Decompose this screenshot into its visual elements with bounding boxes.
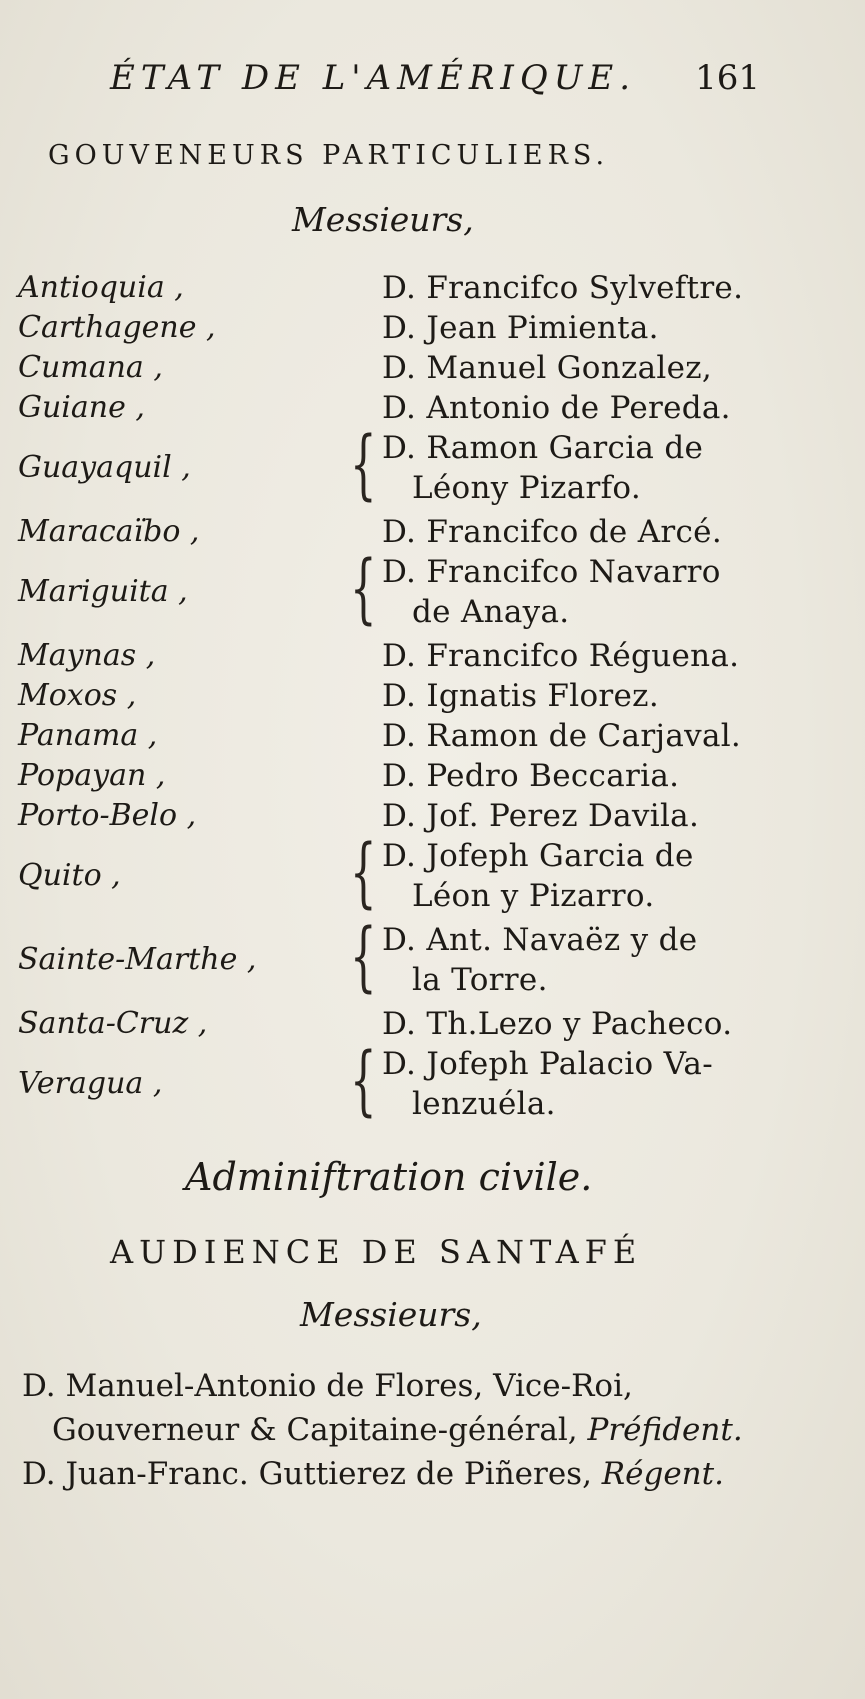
member-line-3-text: D. Juan-Franc. Guttierez de Piñeres,: [22, 1456, 602, 1492]
governor-name: D. Th.Lezo y Pacheco.: [382, 1006, 733, 1042]
governor-name: D. Francifco Navarro: [382, 554, 721, 590]
running-head: [110, 58, 760, 98]
brace-glyph: {: [350, 911, 377, 1000]
section-title: GOUVENEURS PARTICULIERS.: [48, 140, 610, 171]
governor-name: D. Jof. Perez Davila.: [382, 798, 700, 834]
governor-name: D. Ignatis Florez.: [382, 678, 659, 714]
messieurs-label: Messieurs,: [292, 200, 474, 239]
audience-heading: AUDIENCE DE SANTAFÉ: [110, 1233, 643, 1271]
brace-glyph: {: [350, 419, 377, 508]
governor-name-continued: lenzuéla.: [412, 1086, 556, 1122]
page-number: 161: [695, 58, 760, 98]
governor-place: Santa-Cruz ,: [18, 1006, 208, 1041]
governor-place: Veragua ,: [18, 1066, 163, 1101]
brace-glyph: {: [350, 827, 377, 916]
member-line-1: D. Manuel-Antonio de Flores, Vice-Roi,: [22, 1368, 633, 1404]
governor-place: Moxos ,: [18, 678, 137, 713]
governor-name: D. Antonio de Pereda.: [382, 390, 731, 426]
member-title-president: Préfident.: [587, 1412, 743, 1448]
administration-heading: Adminiftration civile.: [185, 1155, 593, 1199]
governor-name-continued: de Anaya.: [412, 594, 570, 630]
governor-place: Quito ,: [18, 858, 121, 893]
governor-place: Guayaquil ,: [18, 450, 191, 485]
governor-place: Carthagene ,: [18, 310, 216, 345]
messieurs-label-2: Messieurs,: [300, 1295, 482, 1334]
brace-glyph: {: [350, 1035, 377, 1124]
governor-name: D. Ramon de Carjaval.: [382, 718, 742, 754]
governor-place: Guiane ,: [18, 390, 145, 425]
governor-place: Panama ,: [18, 718, 158, 753]
governor-name: D. Manuel Gonzalez,: [382, 350, 713, 386]
governor-name-continued: Léony Pizarfo.: [412, 470, 641, 506]
governor-place: Maynas ,: [18, 638, 156, 673]
governor-place: Maracaïbo ,: [18, 514, 200, 549]
governor-name-continued: la Torre.: [412, 962, 548, 998]
member-line-2: [52, 1412, 743, 1448]
governor-name: D. Ramon Garcia de: [382, 430, 704, 466]
running-title: ÉTAT DE L'AMÉRIQUE.: [110, 58, 637, 98]
governor-name: D. Francifco Sylveftre.: [382, 270, 744, 306]
governor-place: Mariguita ,: [18, 574, 188, 609]
governor-place: Popayan ,: [18, 758, 166, 793]
governor-name: D. Jean Pimienta.: [382, 310, 659, 346]
governor-place: Antioquia ,: [18, 270, 184, 305]
governor-name: D. Jofeph Garcia de: [382, 838, 694, 874]
governor-place: Porto-Belo ,: [18, 798, 197, 833]
governor-name-continued: Léon y Pizarro.: [412, 878, 655, 914]
member-title-regent: Régent.: [601, 1456, 724, 1492]
governor-place: Sainte-Marthe ,: [18, 942, 257, 977]
member-line-2-text: Gouverneur & Capitaine-général,: [52, 1412, 588, 1448]
governor-name: D. Pedro Beccaria.: [382, 758, 680, 794]
governor-name: D. Ant. Navaëz y de: [382, 922, 698, 958]
brace-glyph: {: [350, 543, 377, 632]
governor-place: Cumana ,: [18, 350, 163, 385]
governor-name: D. Jofeph Palacio Va-: [382, 1046, 713, 1082]
governor-name: D. Francifco Réguena.: [382, 638, 740, 674]
member-line-3: [22, 1456, 724, 1492]
governor-name: D. Francifco de Arcé.: [382, 514, 722, 550]
